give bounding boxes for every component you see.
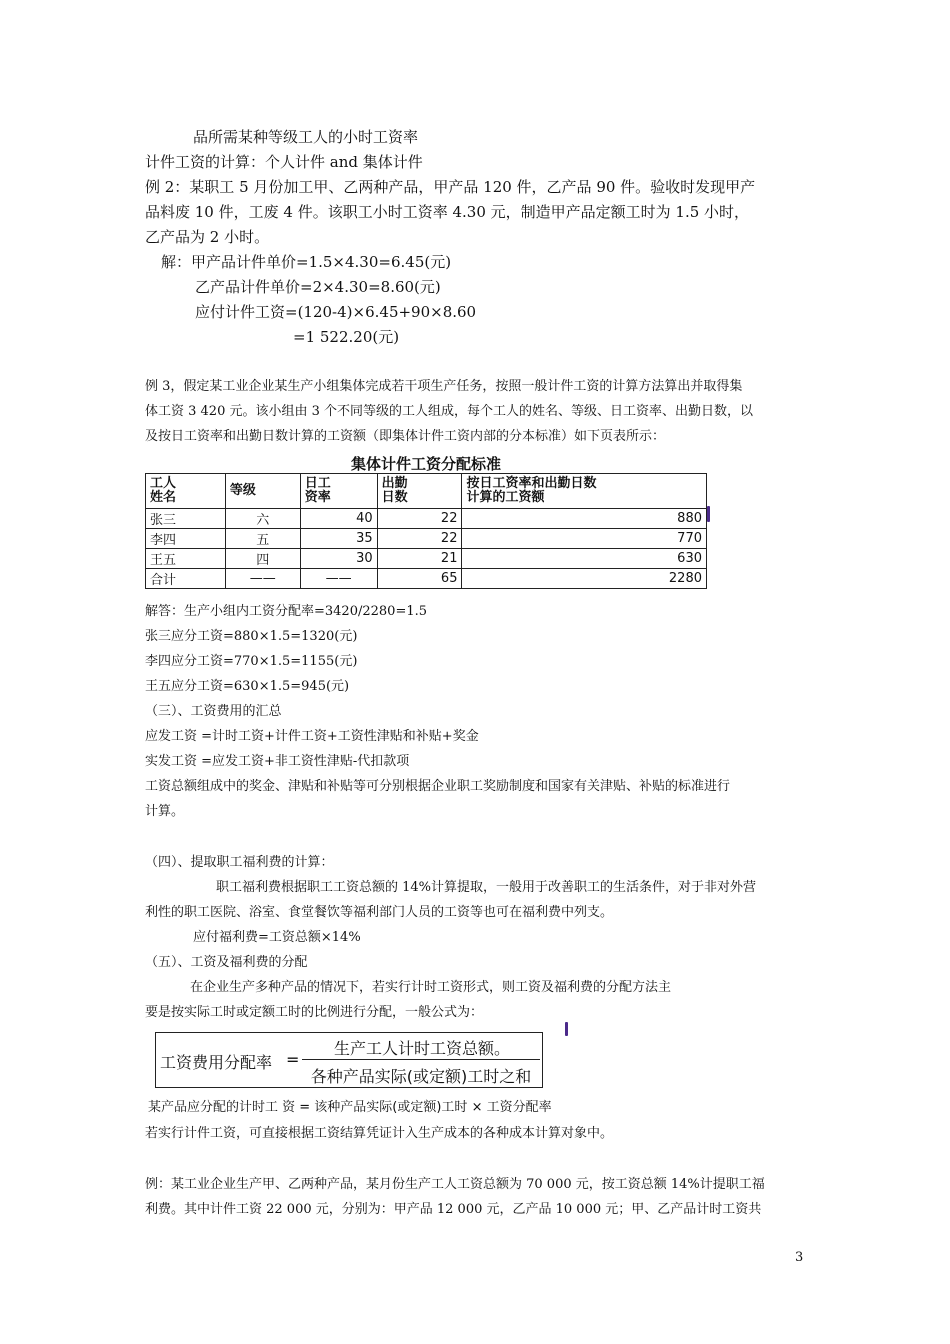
line-27: 在企业生产多种产品的情况下，若实行计时工资形式，则工资及福利费的分配方法主	[190, 980, 672, 995]
cell-grade: 六	[225, 509, 300, 529]
line-5: 乙产品为 2 小时。	[145, 228, 270, 246]
cell-days: 22	[377, 509, 462, 529]
line-20: 工资总额组成中的奖金、津贴和补贴等可分别根据企业职工奖励制度和国家有关津贴、补贴的标准进行	[145, 779, 731, 794]
table-header-row	[146, 474, 707, 509]
margin-mark	[707, 506, 710, 522]
header-amount: 按日工资率和出勤日数 计算的工资额	[462, 474, 707, 509]
cell-name: 李四	[146, 529, 226, 549]
table-row	[146, 549, 707, 569]
line-31: 例：某工业企业生产甲、乙两种产品，某月份生产工人工资总额为 70 000 元，按工资总额 14%计提职工福	[145, 1177, 765, 1192]
allocation-rate-formula	[155, 1032, 543, 1088]
line-32: 利费。其中计件工资 22 000 元，分别为：甲产品 12 000 元，乙产品 10 000 元；甲、乙产品计时工资共	[145, 1202, 762, 1217]
formula-equals: =	[286, 1050, 300, 1069]
line-18: 应发工资 =计时工资+计件工资+工资性津贴和补贴+奖金	[145, 729, 479, 744]
cell-name: 王五	[146, 549, 226, 569]
line-1: 品所需某种等级工人的小时工资率	[193, 128, 419, 146]
line-25: 应付福利费=工资总额×14%	[193, 930, 361, 945]
cell-amount: 770	[462, 529, 707, 549]
header-days: 出勤 日数	[377, 474, 462, 509]
cell-days: 21	[377, 549, 462, 569]
cell-daily-rate: 35	[300, 529, 377, 549]
line-3: 例 2：某职工 5 月份加工甲、乙两种产品，甲产品 120 件，乙产品 90 件。验收时发现甲产	[145, 178, 756, 196]
line-10: 例 3，假定某工业企业某生产小组集体完成若干项生产任务，按照一般计件工资的计算方法算出并取得集	[145, 379, 743, 394]
distribution-table	[145, 473, 707, 589]
line-12: 及按日工资率和出勤日数计算的工资额（即集体计件工资内部的分本标准）如下页表所示：	[145, 429, 666, 444]
header-grade: 等级	[225, 474, 300, 509]
cell-days: 65	[377, 569, 462, 589]
line-22: （四）、提取职工福利费的计算：	[145, 855, 334, 870]
line-17: （三）、工资费用的汇总	[145, 704, 282, 719]
cell-daily-rate: ——	[300, 569, 377, 589]
cell-days: 22	[377, 529, 462, 549]
formula-denominator: 各种产品实际(或定额)工时之和	[310, 1067, 532, 1086]
line-6: 解：甲产品计件单价=1.5×4.30=6.45(元)	[161, 253, 452, 271]
line-7: 乙产品计件单价=2×4.30=8.60(元)	[195, 278, 441, 296]
cell-grade: 五	[225, 529, 300, 549]
formula-numerator: 生产工人计时工资总额。	[333, 1039, 510, 1058]
cell-amount: 630	[462, 549, 707, 569]
margin-mark	[565, 1022, 568, 1036]
line-13: 解答：生产小组内工资分配率=3420/2280=1.5	[145, 604, 428, 619]
table-title: 集体计件工资分配标准	[350, 455, 501, 473]
cell-amount: 2280	[462, 569, 707, 589]
line-15: 李四应分工资=770×1.5=1155(元)	[145, 654, 358, 669]
table-row	[146, 529, 707, 549]
line-28: 要是按实际工时或定额工时的比例进行分配，一般公式为：	[145, 1005, 484, 1020]
table-row	[146, 569, 707, 589]
line-2: 计件工资的计算：个人计件 and 集体计件	[145, 153, 423, 171]
line-8: 应付计件工资=(120-4)×6.45+90×8.60	[195, 303, 477, 321]
line-16: 王五应分工资=630×1.5=945(元)	[145, 679, 350, 694]
line-9: =1 522.20(元)	[293, 328, 400, 346]
line-24: 利性的职工医院、浴室、食堂餐饮等福利部门人员的工资等也可在福利费中列支。	[145, 905, 614, 920]
line-30: 若实行计件工资，可直接根据工资结算凭证计入生产成本的各种成本计算对象中。	[145, 1126, 614, 1141]
line-4: 品料废 10 件，工废 4 件。该职工小时工资率 4.30 元，制造甲产品定额工时为 1.5 小时，	[145, 203, 750, 221]
formula-lhs: 工资费用分配率	[160, 1053, 273, 1072]
cell-name: 合计	[146, 569, 226, 589]
page-number: 3	[795, 1250, 804, 1265]
line-29: 某产品应分配的计时工 资 = 该种产品实际(或定额)工时 × 工资分配率	[148, 1100, 552, 1115]
line-23: 职工福利费根据职工工资总额的 14%计算提取，一般用于改善职工的生活条件，对于非对外营	[216, 880, 757, 895]
cell-daily-rate: 30	[300, 549, 377, 569]
fraction-bar	[302, 1059, 540, 1060]
line-14: 张三应分工资=880×1.5=1320(元)	[145, 629, 358, 644]
header-name: 工人 姓名	[146, 474, 226, 509]
line-26: （五）、工资及福利费的分配	[145, 955, 308, 970]
line-11: 体工资 3 420 元。该小组由 3 个不同等级的工人组成，每个工人的姓名、等级、日工资率、出勤日数，以	[145, 404, 754, 419]
cell-daily-rate: 40	[300, 509, 377, 529]
cell-name: 张三	[146, 509, 226, 529]
line-19: 实发工资 =应发工资+非工资性津贴-代扣款项	[145, 754, 410, 769]
table-row	[146, 509, 707, 529]
cell-grade: 四	[225, 549, 300, 569]
cell-grade: ——	[225, 569, 300, 589]
line-21: 计算。	[145, 804, 185, 819]
cell-amount: 880	[462, 509, 707, 529]
header-daily-rate: 日工 资率	[300, 474, 377, 509]
